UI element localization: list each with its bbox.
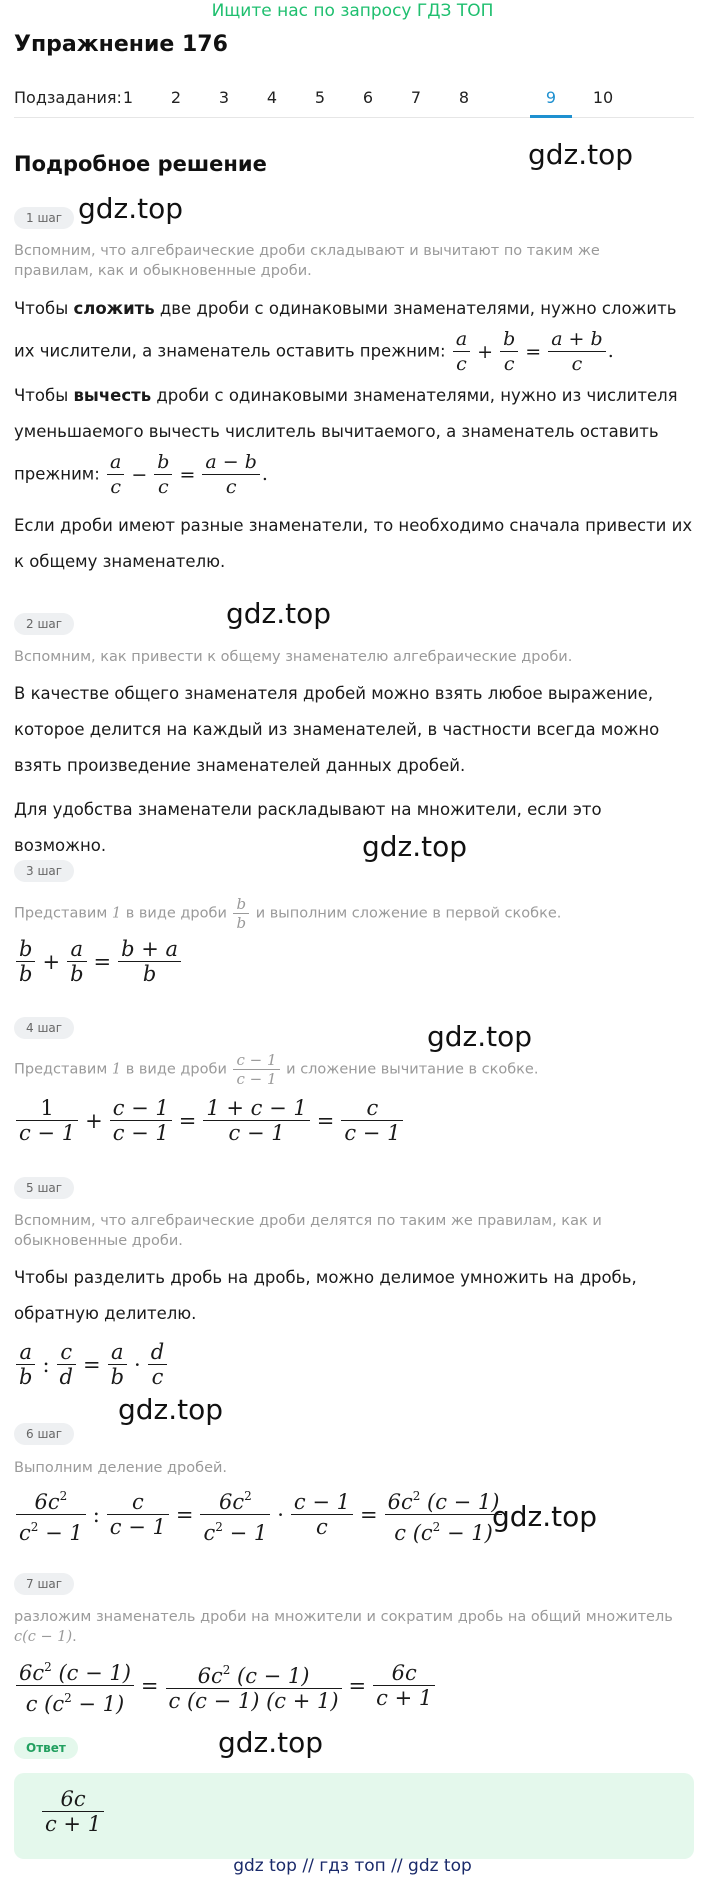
step-hint: разложим знаменатель дроби на множители и сократим дробь на общий множитель c(c − 1). (14, 1609, 673, 1645)
watermark: gdz.top (78, 192, 184, 225)
tab-3[interactable]: 3 (218, 88, 230, 107)
watermark: gdz.top (492, 1500, 598, 1533)
step-badge: 6 шаг (14, 1423, 74, 1445)
subtraction-formula: $\frac{a}{c}$ − $\frac{b}{c}$ = $\frac{a - b}{c}$ . (105, 463, 268, 485)
tab-6[interactable]: 6 (362, 88, 374, 107)
step-badge: 2 шаг (14, 613, 74, 635)
step-3-formula: $\frac{b}{b}$ + $\frac{a}{b}$ = $\frac{b + a}{b}$ (14, 937, 183, 986)
solution-heading: Подробное решение (14, 152, 267, 176)
tab-2[interactable]: 2 (170, 88, 182, 107)
tab-1[interactable]: 1 (122, 88, 134, 107)
watermark: gdz.top (226, 597, 332, 630)
step-paragraph: Для удобства знаменатели раскладывают на множители, если это возможно. (14, 800, 602, 855)
tab-4[interactable]: 4 (266, 88, 278, 107)
answer-box (14, 1773, 694, 1859)
step-paragraph: Если дроби имеют разные знаменатели, то необходимо сначала привести их к общему знаменателю. (14, 516, 693, 571)
watermark: gdz.top (118, 1393, 224, 1426)
step-5-formula: $\frac{a}{b}$ : $\frac{c}{d}$ = $\frac{a}{b}$ · $\frac{d}{c}$ (14, 1340, 169, 1389)
step-paragraph: Чтобы сложить две дроби с одинаковыми знаменателями, нужно сложить их числители, а знаменатель оставить прежним: $\frac{a}{c}$ + $\frac{b}{c}$ = $\frac{a + b}{c}$ . (14, 299, 677, 375)
subtasks-nav (14, 84, 694, 118)
tab-10[interactable]: 10 (592, 88, 614, 107)
step-hint: Представим 1 в виде дроби $\frac{c - 1}{c - 1}$ и сложение вычитание в скобке. (14, 1051, 539, 1088)
step-paragraph: В качестве общего знаменателя дробей можно взять любое выражение, которое делится на каждый из знаменателей, в частности всегда можно взять произведение знаменателей данных дробей. (14, 684, 660, 775)
watermark: gdz.top (427, 1020, 533, 1053)
active-tab-indicator (530, 115, 572, 118)
step-badge: 4 шаг (14, 1017, 74, 1039)
tab-5[interactable]: 5 (314, 88, 326, 107)
step-hint: Вспомним, что алгебраические дроби складывают и вычитают по таким же правилам, как и обыкновенные дроби. (14, 243, 600, 279)
page-title: Упражнение 176 (14, 32, 228, 57)
tab-8[interactable]: 8 (458, 88, 470, 107)
step-hint: Выполним деление дробей. (14, 1460, 228, 1476)
step-badge: 7 шаг (14, 1573, 74, 1595)
step-hint: Вспомним, как привести к общему знаменателю алгебраические дроби. (14, 649, 573, 665)
addition-formula: $\frac{a}{c}$ + $\frac{b}{c}$ = $\frac{a + b}{c}$ . (451, 340, 614, 362)
step-hint: Представим 1 в виде дроби $\frac{b}{b}$ и выполним сложение в первой скобке. (14, 895, 562, 932)
step-badge: 1 шаг (14, 207, 74, 229)
answer-formula: $\frac{6c}{c + 1}$ (40, 1787, 106, 1836)
subtasks-label: Подзадания: (14, 88, 122, 107)
step-hint: Вспомним, что алгебраические дроби делятся по таким же правилам, как и обыкновенные дроби. (14, 1213, 602, 1249)
step-paragraph: Чтобы вычесть дроби с одинаковыми знаменателями, нужно из числителя уменьшаемого вычесть числитель вычитаемого, а знаменатель оставить прежним: $\frac{a}{c}$ − $\frac{b}{c}$ = $\frac{a - b}{c}$ . (14, 386, 678, 498)
tab-9[interactable]: 9 (545, 88, 557, 107)
watermark: gdz.top (528, 138, 634, 171)
watermark: gdz.top (362, 830, 468, 863)
step-6-formula: $\frac{6c^2}{c^2 - 1}$ : $\frac{c}{c - 1}$ = $\frac{6c^2}{c^2 - 1}$ · $\frac{c - 1}{c}$ = $\frac{6c^2 (c - 1)}{c (c^2 - 1)}$ (14, 1484, 504, 1545)
watermark: gdz.top (218, 1726, 324, 1759)
promo-banner: Ищите нас по запросу ГДЗ ТОП (211, 1, 494, 21)
step-badge: 3 шаг (14, 860, 74, 882)
step-badge: 5 шаг (14, 1177, 74, 1199)
footer-links[interactable]: gdz top // гдз топ // gdz top (233, 1856, 472, 1876)
step-4-formula: $\frac{1}{c - 1}$ + $\frac{c - 1}{c - 1}$ = $\frac{1 + c - 1}{c - 1}$ = $\frac{c}{c - 1}$ (14, 1096, 405, 1145)
step-paragraph: Чтобы разделить дробь на дробь, можно делимое умножить на дробь, обратную делителю. (14, 1268, 637, 1323)
step-7-formula: $\frac{6c^2 (c - 1)}{c (c^2 - 1)}$ = $\frac{6c^2 (c - 1)}{c (c - 1) (c + 1)}$ = $\frac{6c}{c + 1}$ (14, 1655, 437, 1716)
tab-7[interactable]: 7 (410, 88, 422, 107)
answer-badge: Ответ (14, 1737, 78, 1759)
